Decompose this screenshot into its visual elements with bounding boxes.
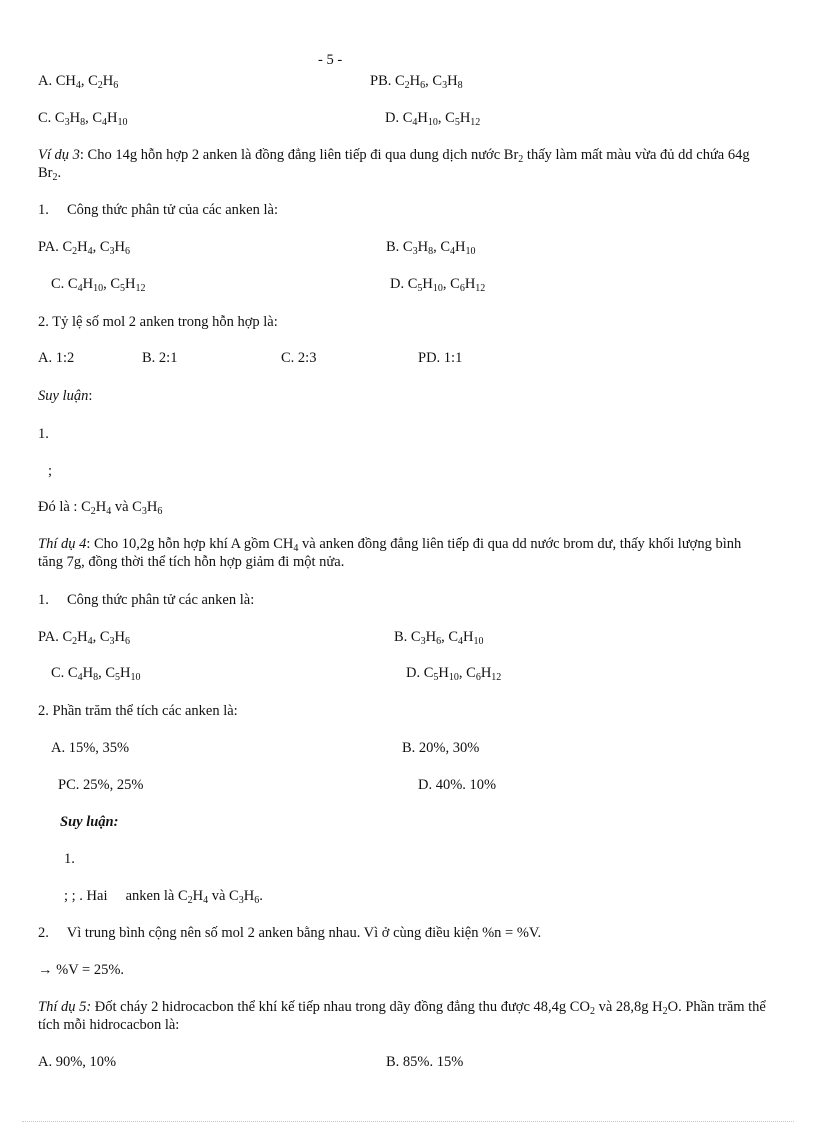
- option-d: D. $C_4H_{10}$, $C_5H_{12}$: [385, 110, 481, 128]
- solution-percent: → %V = 25%.: [38, 962, 125, 978]
- question-2: 2. Tỷ lệ số mol 2 anken trong hỗn hợp là:: [38, 314, 278, 330]
- page-bottom-divider: [22, 1121, 794, 1122]
- option-a: PA. $C_2H_4$, $C_3H_6$: [38, 629, 131, 647]
- option-d: D. 40%. 10%: [418, 777, 497, 793]
- page-number: - 5 -: [318, 52, 343, 68]
- solution-step-1: 1.: [38, 426, 49, 442]
- question-1: 1. Công thức phân tử của các anken là:: [38, 202, 278, 218]
- example-4-text: Thí dụ 4: Cho 10,2g hỗn hợp khí A gồm $CH_4$ và anken đồng đẳng liên tiếp đi qua dd nước brom dư, thấy khối lượng bình tăng 7g, đồng thời thể tích hỗn hợp giảm đi một nửa.: [38, 536, 742, 570]
- option-b: B. 20%, 30%: [402, 740, 480, 756]
- example-3-text: Ví dụ 3: Cho 14g hỗn hợp 2 anken là đồng đẳng liên tiếp đi qua dung dịch nước $Br_2$ thấy làm mất màu vừa đủ dd chứa 64g $Br_2$.: [38, 147, 750, 183]
- option-c: C. $C_4H_{10}$, $C_5H_{12}$: [51, 276, 146, 294]
- option-c: C. $C_3H_8$, $C_4H_{10}$: [38, 110, 128, 128]
- question-1: 1. Công thức phân tử các anken là:: [38, 592, 255, 608]
- option-a: A. $CH_4$, $C_2H_6$: [38, 73, 119, 91]
- solution-result: Đó là : $C_2H_4$ và $C_3H_6$: [38, 499, 163, 517]
- solution-heading: Suy luận:: [60, 814, 119, 830]
- solution-step-1: 1.: [64, 851, 75, 867]
- option-c: C. 2:3: [281, 350, 317, 366]
- option-b: PB. $C_2H_6$, $C_3H_8$: [370, 73, 463, 91]
- option-a: A. 15%, 35%: [51, 740, 130, 756]
- solution-result: ; ; . Hai anken là $C_2H_4$ và $C_3H_6$.: [64, 888, 263, 906]
- option-a: A. 1:2: [38, 350, 75, 366]
- option-a: A. 90%, 10%: [38, 1054, 117, 1070]
- option-d: PD. 1:1: [418, 350, 463, 366]
- option-b: B. 2:1: [142, 350, 178, 366]
- option-b: B. $C_3H_6$, $C_4H_{10}$: [394, 629, 484, 647]
- option-d: D. $C_5H_{10}$, $C_6H_{12}$: [406, 665, 502, 683]
- option-b: B. 85%. 15%: [386, 1054, 464, 1070]
- option-d: D. $C_5H_{10}$, $C_6H_{12}$: [390, 276, 486, 294]
- option-a: PA. $C_2H_4$, $C_3H_6$: [38, 239, 131, 257]
- solution-heading: Suy luận:: [38, 388, 93, 404]
- option-b: B. $C_3H_8$, $C_4H_{10}$: [386, 239, 476, 257]
- question-2: 2. Phần trăm thể tích các anken là:: [38, 703, 238, 719]
- option-c: C. $C_4H_8$, $C_5H_{10}$: [51, 665, 141, 683]
- solution-fragment: ;: [48, 463, 53, 479]
- example-5-text: Thí dụ 5: Đốt cháy 2 hidrocacbon thể khí kế tiếp nhau trong dãy đồng đẳng thu được 48,4g $CO_2$ và 28,8g $H_2O$. Phần trăm thể tích mỗi hidrocacbon là:: [38, 999, 766, 1033]
- option-c: PC. 25%, 25%: [58, 777, 144, 793]
- solution-step-2: 2. Vì trung bình cộng nên số mol 2 anken bằng nhau. Vì ở cùng điều kiện %n = %V.: [38, 925, 542, 941]
